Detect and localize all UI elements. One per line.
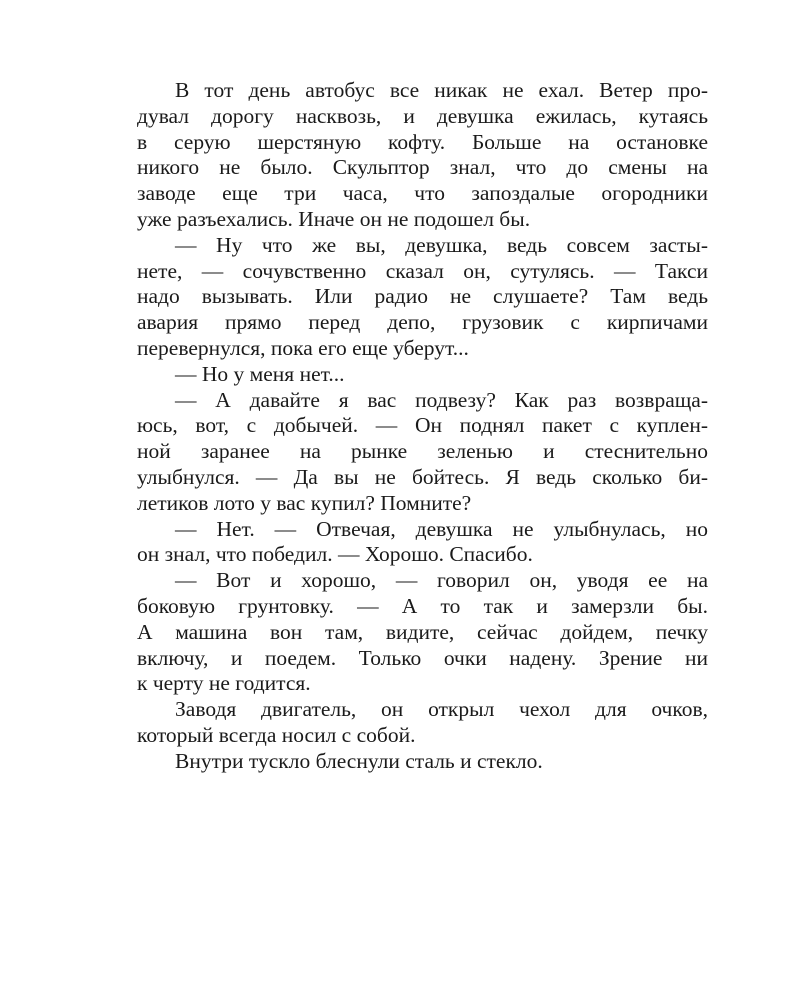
- paragraph: [137, 697, 708, 749]
- text-line: — Вот и хорошо, — говорил он, уводя ее на: [175, 568, 708, 593]
- text-line: перевернулся, пока его еще уберут...: [137, 335, 469, 360]
- text-line: надо вызывать. Или радио не слушаете? Там ведь: [137, 284, 708, 309]
- paragraph: [137, 362, 708, 388]
- text-line: дувал дорогу насквозь, и девушка ежилась, кутаясь: [137, 103, 708, 128]
- text-line: Заводя двигатель, он открыл чехол для очков,: [175, 697, 708, 722]
- paragraph: [137, 568, 708, 697]
- text-line: он знал, что победил. — Хорошо. Спасибо.: [137, 542, 533, 567]
- paragraph: [137, 78, 708, 233]
- paragraph: [137, 388, 708, 517]
- text-line: ной заранее на рынке зеленью и стеснительно: [137, 439, 708, 464]
- text-line: заводе еще три часа, что запоздалые огородники: [137, 181, 708, 206]
- text-line: летиков лото у вас купил? Помните?: [137, 490, 472, 515]
- paragraph: [137, 517, 708, 569]
- text-line: нете, — сочувственно сказал он, сутулясь. — Такси: [137, 258, 708, 283]
- text-line: боковую грунтовку. — А то так и замерзли бы.: [137, 593, 708, 618]
- text-line: никого не было. Скульптор знал, что до смены на: [137, 155, 708, 180]
- text-line: включу, и поедем. Только очки надену. Зрение ни: [137, 645, 708, 670]
- text-line: — А давайте я вас подвезу? Как раз возвраща-: [175, 387, 708, 412]
- body-text: [137, 78, 708, 775]
- text-line: авария прямо перед депо, грузовик с кирпичами: [137, 310, 708, 335]
- text-line: — Но у меня нет...: [175, 361, 345, 386]
- text-line: который всегда носил с собой.: [137, 722, 416, 747]
- text-line: Внутри тускло блеснули сталь и стекло.: [175, 748, 543, 773]
- text-line: А машина вон там, видите, сейчас дойдем, печку: [137, 619, 708, 644]
- text-line: — Нет. — Отвечая, девушка не улыбнулась, но: [175, 516, 708, 541]
- paragraph: [137, 233, 708, 362]
- text-line: В тот день автобус все никак не ехал. Ветер про-: [175, 78, 708, 102]
- paragraph: [137, 749, 708, 775]
- text-line: юсь, вот, с добычей. — Он поднял пакет с куплен-: [137, 413, 708, 438]
- text-line: уже разъехались. Иначе он не подошел бы.: [137, 206, 531, 231]
- text-line: улыбнулся. — Да вы не бойтесь. Я ведь сколько би-: [137, 464, 708, 489]
- text-line: — Ну что же вы, девушка, ведь совсем засты-: [175, 232, 708, 257]
- text-line: к черту не годится.: [137, 671, 311, 696]
- text-line: в серую шерстяную кофту. Больше на остановке: [137, 129, 708, 154]
